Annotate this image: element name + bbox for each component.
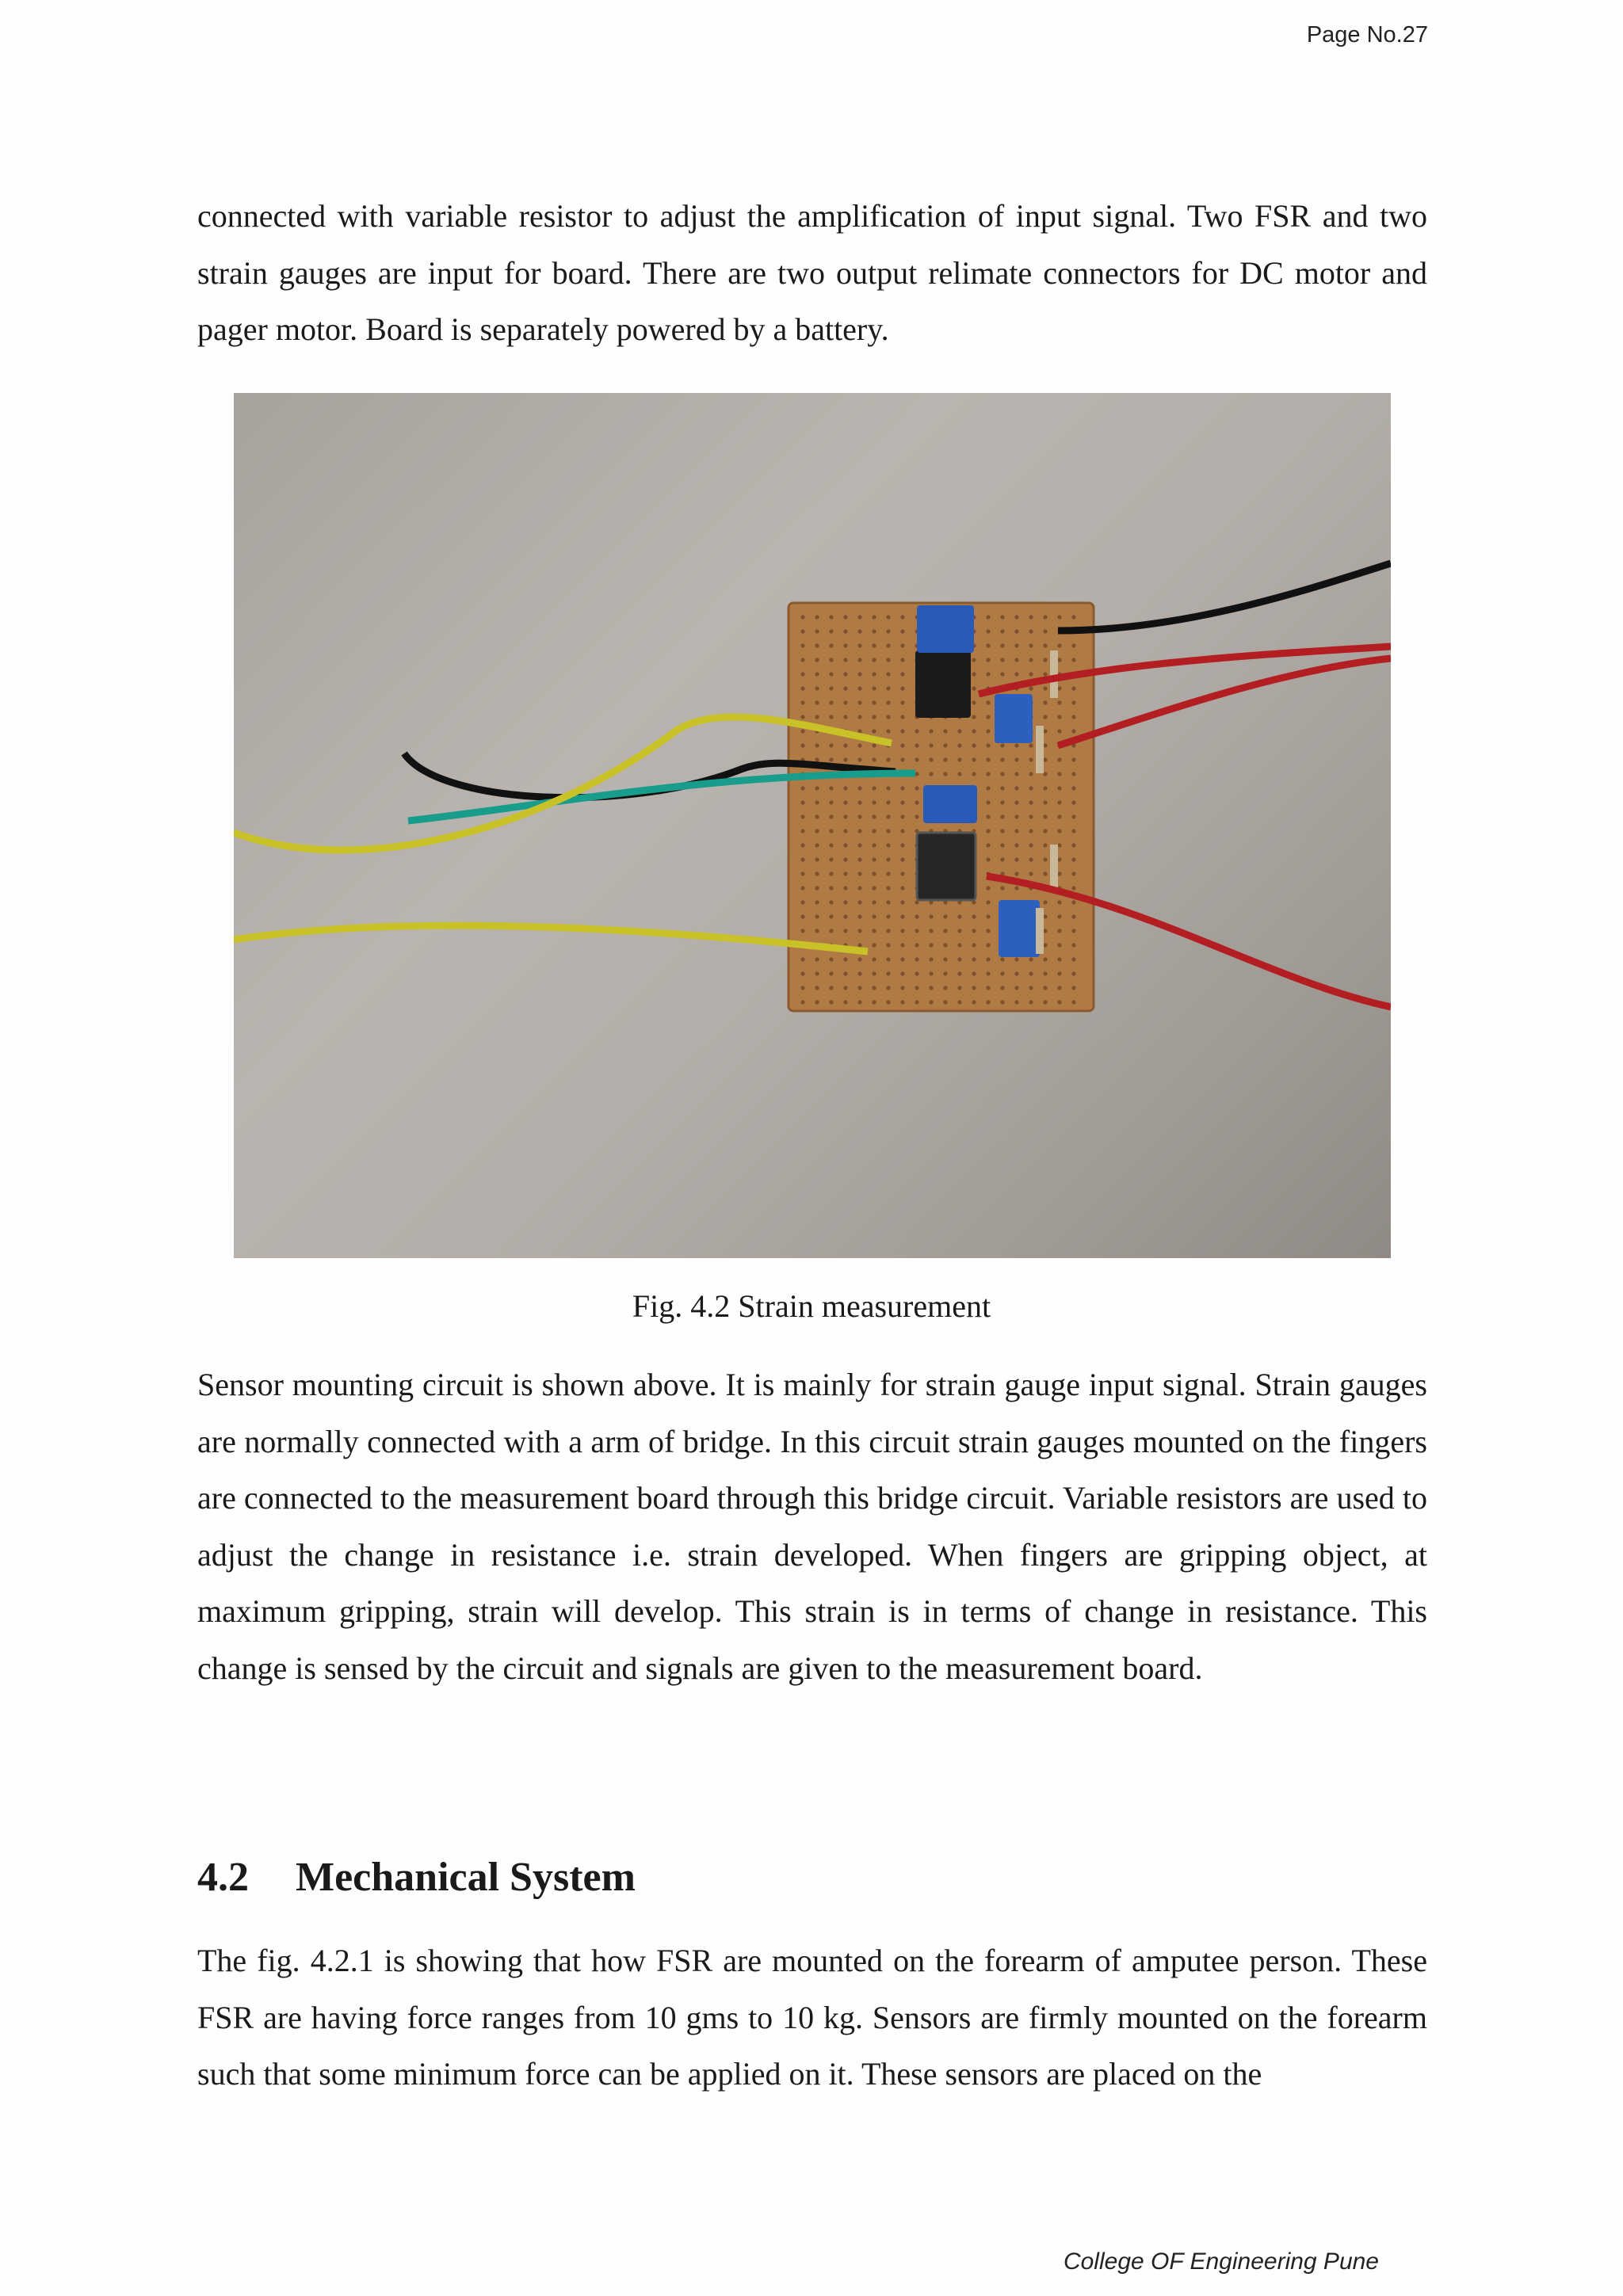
page-number: Page No.27 [1306,22,1428,48]
ic-socket-lower [917,833,976,900]
mechanical-system-paragraph: The fig. 4.2.1 is showing that how FSR are mounted on the forearm of amputee person. These FSR are having force ranges from 10 gms to 10 kg. Sensors are firmly mounted on the forearm such that some minimum force can be applied on it. These sensors are placed on the [197,1943,1427,2092]
potentiometer-1 [917,605,974,653]
footer-institution: College OF Engineering Pune [1063,2248,1379,2275]
section-number: 4.2 [197,1855,249,1900]
section-title: Mechanical System [296,1855,636,1900]
potentiometer-2 [995,694,1033,743]
resistor-1 [1050,650,1058,698]
ic-chip-upper [915,650,971,718]
strain-measurement-photo [234,393,1391,1258]
sensor-circuit-paragraph: Sensor mounting circuit is shown above. It is mainly for strain gauge input signal. Strain gauges are normally connected with a arm of bridge. In this circuit strain gauges mounted on the fingers are connected to the measurement board through this bridge circuit. Variable resistors are used to adjust the change in resistance i.e. strain developed. When fingers are gripping object, at maximum gripping, strain will develop. This strain is in terms of change in resistance. This change is sensed by the circuit and signals are given to the measurement board. [197,1367,1427,1686]
resistor-3 [1050,845,1058,891]
black-wire-right [1058,563,1391,631]
potentiometer-3 [923,785,977,823]
resistor-4 [1036,908,1044,954]
potentiometer-4 [999,900,1040,957]
circuit-board-illustration [234,393,1391,1258]
intro-paragraph: connected with variable resistor to adjust the amplification of input signal. Two FSR and two strain gauges are input for board. There are two output relimate connectors for DC motor and pager motor. Board is separately powered by a battery. [197,198,1427,347]
yellow-wire-left-2 [234,925,868,952]
figure-caption: Fig. 4.2 Strain measurement [632,1288,991,1324]
section-heading [197,1854,636,1901]
resistor-2 [1036,726,1044,773]
